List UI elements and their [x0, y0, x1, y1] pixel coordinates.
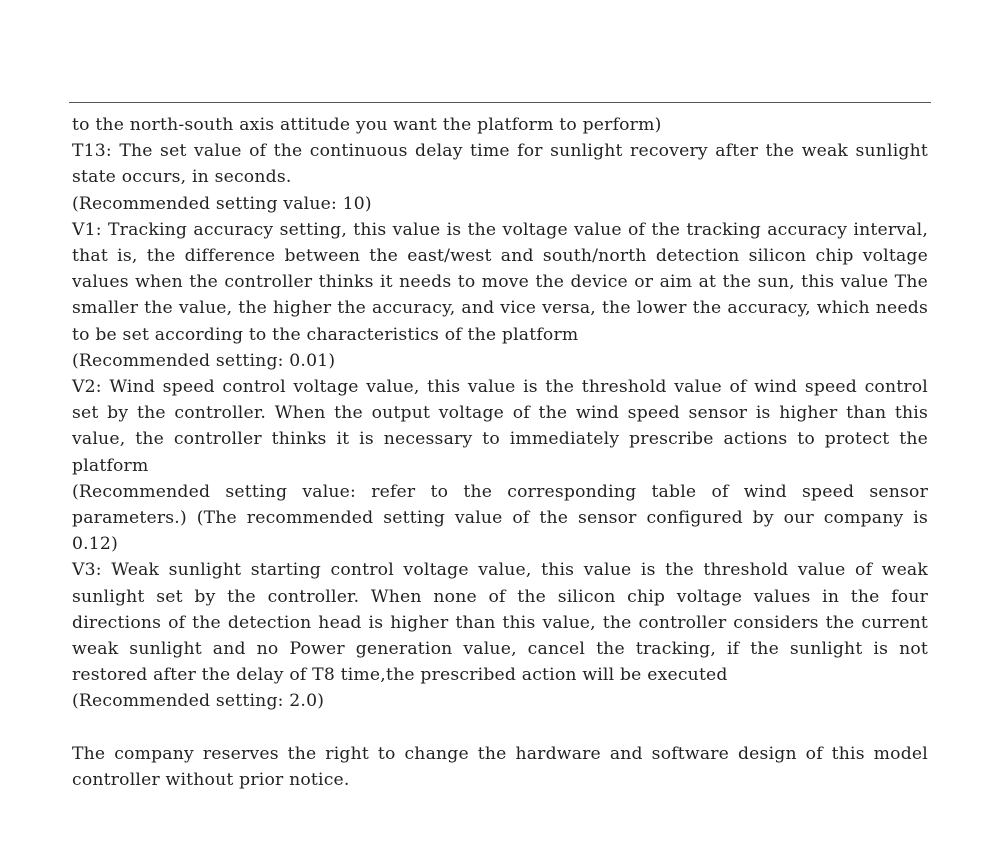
v1-description: V1: Tracking accuracy setting, this value is the voltage value of the tracking accuracy interval, that is, the difference between the east/west and south/north detection silicon chip voltage values when the controller thinks it needs to move the device or aim at the sun, this value The smaller the value, the higher the accuracy, and vice versa, the lower the accuracy, which needs to be set according to the characteristics of the platform [72, 219, 928, 345]
document-body [72, 112, 928, 793]
v1-recommendation: (Recommended setting: 0.01) [72, 350, 336, 371]
v2-description: V2: Wind speed control voltage value, this value is the threshold value of wind speed control set by the controller. When the output voltage of the wind speed sensor is higher than this value, the controller thinks it is necessary to immediately prescribe actions to protect the platform [72, 377, 928, 476]
v3-description: V3: Weak sunlight starting control voltage value, this value is the threshold value of weak sunlight set by the controller. When none of the silicon chip voltage values in the four directions of the detection head is higher than this value, the controller considers the current weak sunlight and no Power generation value, cancel the tracking, if the sunlight is not restored after the delay of T8 time,the prescribed action will be executed [72, 560, 928, 686]
company-notice: The company reserves the right to change the hardware and software design of this model controller without prior notice. [72, 743, 928, 791]
header-rule [69, 102, 931, 103]
v2-recommendation: (Recommended setting value: refer to the corresponding table of wind speed sensor parameters.) (The recommended setting value of the sensor configured by our company is 0.12) [72, 481, 928, 555]
t13-recommendation: (Recommended setting value: 10) [72, 193, 372, 214]
v3-recommendation: (Recommended setting: 2.0) [72, 691, 325, 712]
paragraph-spacer [72, 715, 928, 741]
t13-description: T13: The set value of the continuous delay time for sunlight recovery after the weak sunlight state occurs, in seconds. [72, 141, 928, 188]
continuation-line: to the north-south axis attitude you want the platform to perform) [72, 115, 662, 135]
